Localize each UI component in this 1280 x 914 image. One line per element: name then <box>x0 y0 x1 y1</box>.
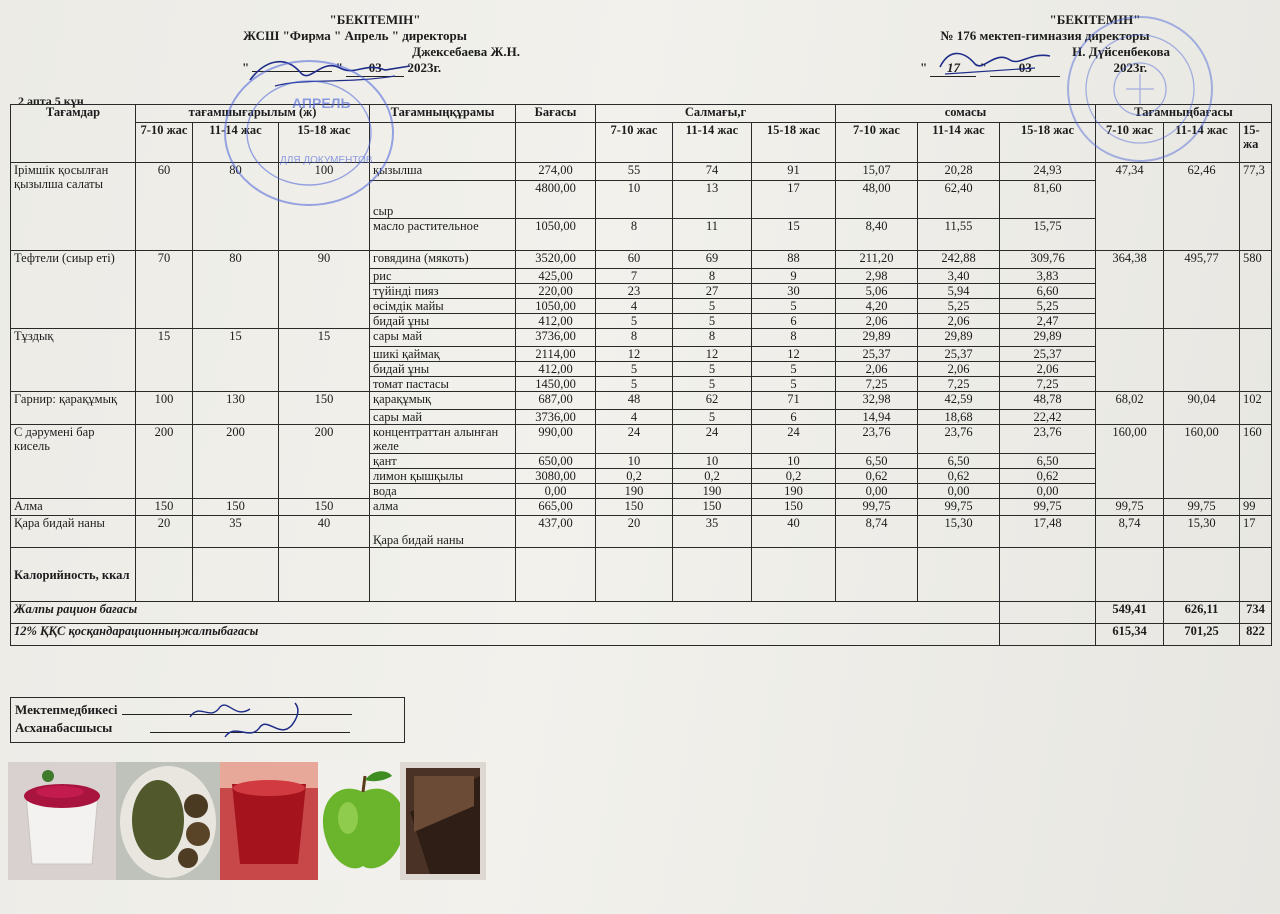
sum-age1: 5,06 <box>836 284 918 299</box>
weight-age3: 71 <box>752 392 836 410</box>
ingredient-name: говядина (мякоть) <box>370 251 516 269</box>
weight-age2: 10 <box>673 454 752 469</box>
rye-bread-photo <box>400 762 486 880</box>
ingredient-price: 412,00 <box>516 362 596 377</box>
sum-age2: 5,94 <box>918 284 1000 299</box>
sum-age1: 2,06 <box>836 362 918 377</box>
sum-age3: 22,42 <box>1000 410 1096 425</box>
yield-age2: 15 <box>193 329 279 392</box>
dish-total-age3: 77,3 <box>1240 163 1272 251</box>
dish-total-age3 <box>1240 329 1272 392</box>
weight-age1: 10 <box>596 181 673 219</box>
yield-age3: 15 <box>279 329 370 392</box>
kissel-photo <box>220 762 318 880</box>
weight-age2: 69 <box>673 251 752 269</box>
weight-age2: 62 <box>673 392 752 410</box>
weight-age2: 12 <box>673 347 752 362</box>
ingredient-name: түйінді пияз <box>370 284 516 299</box>
beet-salad-photo <box>8 762 116 880</box>
ingredient-price: 4800,00 <box>516 181 596 219</box>
ingredient-name: бидай ұны <box>370 314 516 329</box>
sum-age3: 7,25 <box>1000 377 1096 392</box>
weight-age2: 5 <box>673 410 752 425</box>
weight-age2: 190 <box>673 484 752 499</box>
weight-age2: 5 <box>673 377 752 392</box>
sum-age3: 309,76 <box>1000 251 1096 269</box>
sum-age3: 25,37 <box>1000 347 1096 362</box>
yield-age2: 80 <box>193 163 279 251</box>
sum-age2: 99,75 <box>918 499 1000 516</box>
weight-age3: 0,2 <box>752 469 836 484</box>
sum-age1: 23,76 <box>836 425 918 454</box>
sum-age2: 29,89 <box>918 329 1000 347</box>
ingredient-name: сыр <box>370 181 516 219</box>
ingredient-price: 437,00 <box>516 516 596 548</box>
dish-total-age3: 580 <box>1240 251 1272 329</box>
dish-total-age2: 15,30 <box>1164 516 1240 548</box>
sum-age1: 0,62 <box>836 469 918 484</box>
ingredient-name: қант <box>370 454 516 469</box>
ingredient-name: рис <box>370 269 516 284</box>
total-ration-age1: 549,41 <box>1096 602 1164 624</box>
yield-age1: 20 <box>136 516 193 548</box>
ingredient-row <box>11 392 1272 410</box>
total-ration-age3: 734 <box>1240 602 1272 624</box>
weight-age1: 0,2 <box>596 469 673 484</box>
ingredient-name: шикі қаймақ <box>370 347 516 362</box>
dish-name: С дәрумені бар кисель <box>11 425 136 499</box>
sum-age2: 23,76 <box>918 425 1000 454</box>
col-price-blank <box>516 123 596 163</box>
dish-total-age1: 160,00 <box>1096 425 1164 499</box>
dish-total-age1: 47,34 <box>1096 163 1164 251</box>
weight-age3: 8 <box>752 329 836 347</box>
ingredient-name: алма <box>370 499 516 516</box>
dish-total-age2: 62,46 <box>1164 163 1240 251</box>
sum-age3: 0,00 <box>1000 484 1096 499</box>
col-weight-age2: 11-14 жас <box>673 123 752 163</box>
sum-age1: 29,89 <box>836 329 918 347</box>
weight-age2: 13 <box>673 181 752 219</box>
dish-total-age3: 17 <box>1240 516 1272 548</box>
sum-age1: 8,40 <box>836 219 918 251</box>
vat-total-label: 12% ҚҚС қосқандарационныңжалпыбағасы <box>11 624 1000 646</box>
ingredient-name: концентраттан алынған желе <box>370 425 516 454</box>
menu-table <box>10 104 1272 646</box>
dish-name: Қара бидай наны <box>11 516 136 548</box>
sum-age1: 48,00 <box>836 181 918 219</box>
yield-age2: 200 <box>193 425 279 499</box>
col-composition: Тағамныңқұрамы <box>370 105 516 123</box>
ingredient-price: 1050,00 <box>516 299 596 314</box>
ingredient-price: 687,00 <box>516 392 596 410</box>
yield-age3: 100 <box>279 163 370 251</box>
weight-age2: 5 <box>673 362 752 377</box>
col-yield-age2: 11-14 жас <box>193 123 279 163</box>
dish-name: Тефтели (сиыр еті) <box>11 251 136 329</box>
ingredient-price: 3520,00 <box>516 251 596 269</box>
yield-age2: 150 <box>193 499 279 516</box>
approval-date: " " 03 2023г. <box>242 60 442 75</box>
col-yield-age1: 7-10 жас <box>136 123 193 163</box>
nurse-signature <box>180 697 320 749</box>
sum-age3: 6,60 <box>1000 284 1096 299</box>
yield-age1: 100 <box>136 392 193 425</box>
weight-age1: 5 <box>596 377 673 392</box>
sum-age1: 32,98 <box>836 392 918 410</box>
weight-age1: 150 <box>596 499 673 516</box>
weight-age3: 91 <box>752 163 836 181</box>
ingredient-price: 3080,00 <box>516 469 596 484</box>
col-yield-age3: 15-18 жас <box>279 123 370 163</box>
sum-age2: 2,06 <box>918 362 1000 377</box>
dish-total-age2: 99,75 <box>1164 499 1240 516</box>
sum-age2: 62,40 <box>918 181 1000 219</box>
ingredient-name: масло растительное <box>370 219 516 251</box>
sum-age1: 2,06 <box>836 314 918 329</box>
sum-age1: 6,50 <box>836 454 918 469</box>
ingredient-price: 425,00 <box>516 269 596 284</box>
approval-director: ЖСШ "Фирма " Апрель " директоры <box>243 28 467 43</box>
sum-age1: 0,00 <box>836 484 918 499</box>
dish-name: Алма <box>11 499 136 516</box>
weight-age3: 9 <box>752 269 836 284</box>
approval-date: " 17 " 03 2023г. <box>920 60 1148 75</box>
weight-age3: 6 <box>752 314 836 329</box>
weight-age3: 17 <box>752 181 836 219</box>
weight-age1: 7 <box>596 269 673 284</box>
weight-age3: 88 <box>752 251 836 269</box>
sum-age2: 18,68 <box>918 410 1000 425</box>
weight-age3: 15 <box>752 219 836 251</box>
sum-age1: 15,07 <box>836 163 918 181</box>
weight-age1: 10 <box>596 454 673 469</box>
sum-age2: 15,30 <box>918 516 1000 548</box>
dish-total-age1: 364,38 <box>1096 251 1164 329</box>
ingredient-price: 1450,00 <box>516 377 596 392</box>
dish-name: Гарнир: қарақұмық <box>11 392 136 425</box>
yield-age2: 80 <box>193 251 279 329</box>
ingredient-row <box>11 499 1272 516</box>
organization-stamp-right <box>1060 14 1220 164</box>
sum-age3: 23,76 <box>1000 425 1096 454</box>
weight-age3: 6 <box>752 410 836 425</box>
ingredient-price: 274,00 <box>516 163 596 181</box>
ingredient-row <box>11 425 1272 454</box>
ingredient-price: 0,00 <box>516 484 596 499</box>
col-total-age1: 7-10 жас <box>1096 123 1164 163</box>
col-weight-age1: 7-10 жас <box>596 123 673 163</box>
dish-name: Ірімшік қосылған қызылша салаты <box>11 163 136 251</box>
sum-age3: 2,06 <box>1000 362 1096 377</box>
vat-total-age1: 615,34 <box>1096 624 1164 646</box>
ingredient-name: сары май <box>370 329 516 347</box>
sum-age2: 0,00 <box>918 484 1000 499</box>
sum-age3: 17,48 <box>1000 516 1096 548</box>
ingredient-name: қарақұмық <box>370 392 516 410</box>
weight-age1: 5 <box>596 362 673 377</box>
ingredient-price: 650,00 <box>516 454 596 469</box>
ingredient-price: 2114,00 <box>516 347 596 362</box>
sum-age3: 6,50 <box>1000 454 1096 469</box>
sum-age3: 0,62 <box>1000 469 1096 484</box>
weight-age3: 5 <box>752 362 836 377</box>
dish-total-age1: 99,75 <box>1096 499 1164 516</box>
total-ration-age2: 626,11 <box>1164 602 1240 624</box>
weight-age2: 27 <box>673 284 752 299</box>
yield-age1: 60 <box>136 163 193 251</box>
dish-total-age2: 160,00 <box>1164 425 1240 499</box>
weight-age1: 60 <box>596 251 673 269</box>
sum-age2: 25,37 <box>918 347 1000 362</box>
sum-age2: 0,62 <box>918 469 1000 484</box>
calories-label: Калорийность, ккал <box>11 548 136 602</box>
col-total-age3: 15- жа <box>1240 123 1272 163</box>
col-dish: Тағамдар <box>11 105 136 163</box>
dish-total-age3: 102 <box>1240 392 1272 425</box>
sum-age2: 11,55 <box>918 219 1000 251</box>
approval-title: "БЕКІТЕМІН" <box>329 12 421 27</box>
weight-age2: 5 <box>673 299 752 314</box>
sum-age2: 20,28 <box>918 163 1000 181</box>
col-yield: тағамшығарылым (ж) <box>136 105 370 123</box>
food-photos <box>8 762 486 880</box>
weight-age2: 5 <box>673 314 752 329</box>
ingredient-price: 412,00 <box>516 314 596 329</box>
organization-stamp-left <box>222 58 397 208</box>
weight-age2: 35 <box>673 516 752 548</box>
approval-title: "БЕКІТЕМІН" <box>1049 12 1141 27</box>
col-sum-age1: 7-10 жас <box>836 123 918 163</box>
ingredient-name: сары май <box>370 410 516 425</box>
col-price: Бағасы <box>516 105 596 123</box>
weight-age1: 8 <box>596 219 673 251</box>
ingredient-name: лимон қышқылы <box>370 469 516 484</box>
yield-age1: 70 <box>136 251 193 329</box>
weight-age3: 10 <box>752 454 836 469</box>
sum-age2: 3,40 <box>918 269 1000 284</box>
dish-total-age2: 495,77 <box>1164 251 1240 329</box>
yield-age3: 200 <box>279 425 370 499</box>
weight-age1: 48 <box>596 392 673 410</box>
yield-age3: 40 <box>279 516 370 548</box>
sum-age2: 2,06 <box>918 314 1000 329</box>
dish-total-age1 <box>1096 329 1164 392</box>
sum-age1: 8,74 <box>836 516 918 548</box>
nurse-signature-line: Мектепмедбикесі <box>15 700 400 718</box>
sum-age2: 42,59 <box>918 392 1000 410</box>
yield-age2: 35 <box>193 516 279 548</box>
sum-age1: 211,20 <box>836 251 918 269</box>
sum-age3: 15,75 <box>1000 219 1096 251</box>
weight-age1: 4 <box>596 299 673 314</box>
sum-age1: 25,37 <box>836 347 918 362</box>
dish-total-age3: 160 <box>1240 425 1272 499</box>
stamp-left-top-text: АПРЕЛЬ <box>292 95 351 111</box>
sum-age1: 2,98 <box>836 269 918 284</box>
meatballs-photo <box>116 762 220 880</box>
ingredient-name: Қара бидай наны <box>370 516 516 548</box>
ingredient-price: 665,00 <box>516 499 596 516</box>
weight-age1: 12 <box>596 347 673 362</box>
weight-age1: 190 <box>596 484 673 499</box>
sum-age3: 99,75 <box>1000 499 1096 516</box>
dish-total-age1: 8,74 <box>1096 516 1164 548</box>
sum-age3: 48,78 <box>1000 392 1096 410</box>
ingredient-price: 1050,00 <box>516 219 596 251</box>
sum-age3: 5,25 <box>1000 299 1096 314</box>
weight-age2: 24 <box>673 425 752 454</box>
weight-age1: 5 <box>596 314 673 329</box>
ingredient-price: 3736,00 <box>516 410 596 425</box>
weight-age3: 5 <box>752 299 836 314</box>
col-sum: сомасы <box>836 105 1096 123</box>
ingredient-row <box>11 516 1272 548</box>
director-signature-right <box>935 42 1055 82</box>
weight-age3: 24 <box>752 425 836 454</box>
total-ration-label: Жалпы рацион бағасы <box>11 602 1000 624</box>
weight-age2: 8 <box>673 329 752 347</box>
sum-age1: 7,25 <box>836 377 918 392</box>
ingredient-price: 3736,00 <box>516 329 596 347</box>
approval-director: № 176 мектеп-гимназия директоры <box>940 28 1150 43</box>
yield-age1: 15 <box>136 329 193 392</box>
sum-age2: 7,25 <box>918 377 1000 392</box>
ingredient-name: бидай ұны <box>370 362 516 377</box>
week-day-label: 2 апта 5 күн <box>18 94 84 108</box>
ingredient-price: 220,00 <box>516 284 596 299</box>
yield-age3: 90 <box>279 251 370 329</box>
weight-age2: 150 <box>673 499 752 516</box>
sum-age3: 3,83 <box>1000 269 1096 284</box>
ingredient-name: томат пастасы <box>370 377 516 392</box>
yield-age3: 150 <box>279 499 370 516</box>
weight-age3: 190 <box>752 484 836 499</box>
weight-age1: 4 <box>596 410 673 425</box>
ingredient-price: 990,00 <box>516 425 596 454</box>
ingredient-row <box>11 163 1272 181</box>
sum-age3: 81,60 <box>1000 181 1096 219</box>
sum-age3: 24,93 <box>1000 163 1096 181</box>
vat-total-age3: 822 <box>1240 624 1272 646</box>
ingredient-name: өсімдік майы <box>370 299 516 314</box>
apple-photo <box>318 762 408 880</box>
vat-total-age2: 701,25 <box>1164 624 1240 646</box>
weight-age2: 0,2 <box>673 469 752 484</box>
col-dish-price: Тағамныңбағасы <box>1096 105 1272 123</box>
weight-age2: 74 <box>673 163 752 181</box>
sum-age2: 242,88 <box>918 251 1000 269</box>
col-sum-age2: 11-14 жас <box>918 123 1000 163</box>
weight-age1: 20 <box>596 516 673 548</box>
approval-name: Н. Дүйсенбекова <box>1072 44 1170 59</box>
approval-name: Джексебаева Ж.Н. <box>412 44 520 59</box>
weight-age3: 12 <box>752 347 836 362</box>
col-weight-age3: 15-18 жас <box>752 123 836 163</box>
stamp-left-text: ДЛЯ ДОКУМЕНТОВ <box>280 155 373 166</box>
yield-age3: 150 <box>279 392 370 425</box>
weight-age1: 8 <box>596 329 673 347</box>
weight-age1: 55 <box>596 163 673 181</box>
sum-age1: 14,94 <box>836 410 918 425</box>
sum-age3: 29,89 <box>1000 329 1096 347</box>
weight-age3: 5 <box>752 377 836 392</box>
sum-age2: 6,50 <box>918 454 1000 469</box>
sum-age2: 5,25 <box>918 299 1000 314</box>
col-sum-age3: 15-18 жас <box>1000 123 1096 163</box>
weight-age3: 40 <box>752 516 836 548</box>
dish-total-age2: 90,04 <box>1164 392 1240 425</box>
sum-age1: 4,20 <box>836 299 918 314</box>
ingredient-name: қызылша <box>370 163 516 181</box>
weight-age3: 30 <box>752 284 836 299</box>
weight-age2: 11 <box>673 219 752 251</box>
ingredient-name: вода <box>370 484 516 499</box>
col-weight: Салмағы,г <box>596 105 836 123</box>
ingredient-row <box>11 329 1272 347</box>
weight-age2: 8 <box>673 269 752 284</box>
weight-age1: 23 <box>596 284 673 299</box>
dish-name: Тұздық <box>11 329 136 392</box>
dish-total-age3: 99 <box>1240 499 1272 516</box>
col-total-age2: 11-14 жас <box>1164 123 1240 163</box>
yield-age1: 150 <box>136 499 193 516</box>
yield-age1: 200 <box>136 425 193 499</box>
cook-signature-line: Асханабасшысы <box>15 718 400 736</box>
sum-age1: 99,75 <box>836 499 918 516</box>
weight-age3: 150 <box>752 499 836 516</box>
yield-age2: 130 <box>193 392 279 425</box>
dish-total-age2 <box>1164 329 1240 392</box>
weight-age1: 24 <box>596 425 673 454</box>
ingredient-row <box>11 251 1272 269</box>
sum-age3: 2,47 <box>1000 314 1096 329</box>
dish-total-age1: 68,02 <box>1096 392 1164 425</box>
